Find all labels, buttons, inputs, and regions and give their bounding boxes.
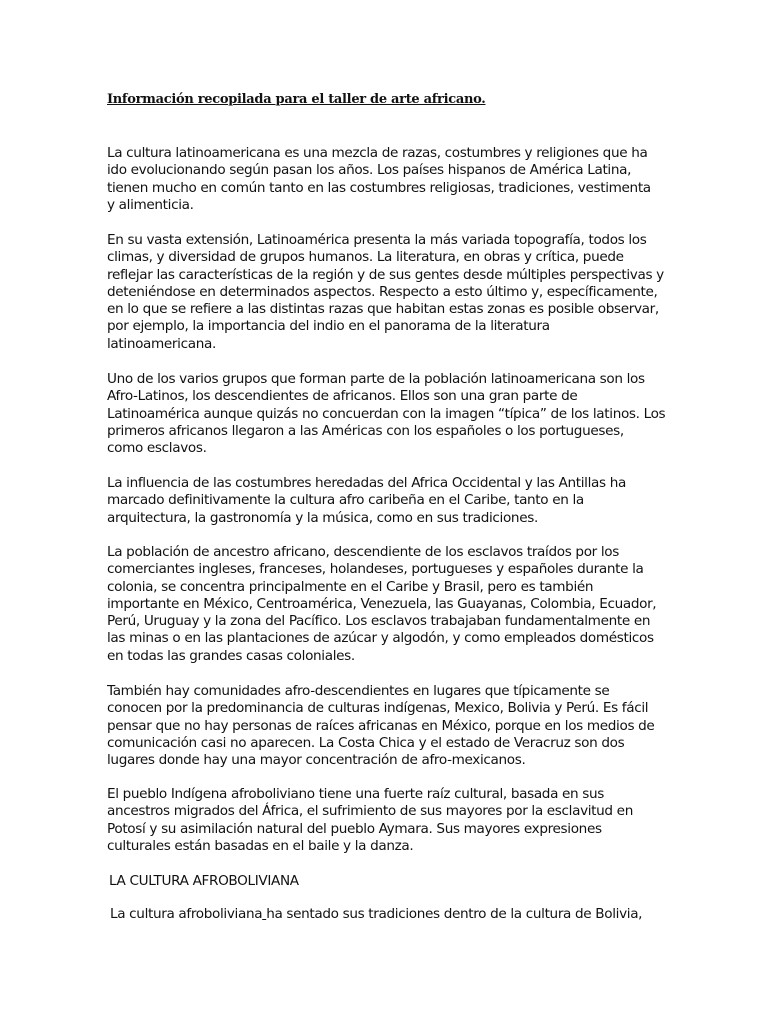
text-line: climas, y diversidad de grupos humanos. La literatura, en obras y crítica, puede — [107, 249, 624, 266]
text-segment: ha sentado sus tradiciones dentro de la cultura de Bolivia, — [266, 906, 643, 922]
paragraph-7 — [107, 786, 667, 855]
paragraph-5 — [107, 544, 667, 665]
paragraph-3 — [107, 371, 667, 457]
text-line: conocen por la predominancia de culturas indígenas, Mexico, Bolivia y Perú. Es fácil — [107, 700, 649, 717]
text-line: Perú, Uruguay y la zona del Pacífico. Los esclavos trabajaban fundamentalmente en — [107, 613, 651, 630]
text-line: y alimenticia. — [107, 196, 194, 213]
text-line: reflejar las características de la región y de sus gentes desde múltiples perspectivas y — [107, 266, 664, 283]
paragraph-1 — [107, 145, 667, 214]
text-line: arquitectura, la gastronomía y la música, como en sus tradiciones. — [107, 509, 538, 526]
text-line: Potosí y su asimilación natural del pueblo Aymara. Sus mayores expresiones — [107, 820, 602, 837]
text-line: comunicación casi no aparecen. La Costa Chica y el estado de Veracruz son dos — [107, 734, 625, 751]
text-line: Latinoamérica aunque quizás no concuerdan con la imagen “típica” de los latinos. Los — [107, 405, 666, 422]
text-line: La influencia de las costumbres heredadas del Africa Occidental y las Antillas ha — [107, 475, 626, 491]
paragraph-2 — [107, 232, 667, 353]
text-line: por ejemplo, la importancia del indio en el panorama de la literatura — [107, 318, 550, 335]
paragraph-4 — [107, 475, 667, 527]
paragraph-6 — [107, 683, 667, 769]
text-line: culturales están basadas en el baile y la danza. — [107, 837, 414, 854]
text-line: ancestros migrados del África, el sufrimiento de sus mayores por la esclavitud en — [107, 803, 633, 820]
text-line: colonia, se concentra principalmente en el Caribe y Brasil, pero es también — [107, 578, 594, 595]
text-line: El pueblo Indígena afroboliviano tiene una fuerte raíz cultural, basada en sus — [107, 786, 605, 802]
text-line: comerciantes ingleses, franceses, holandeses, portugueses y españoles durante la — [107, 561, 644, 578]
text-line: las minas o en las plantaciones de azúcar y algodón, y como empleados domésticos — [107, 630, 654, 647]
text-line — [110, 906, 670, 923]
document-title: Información recopilada para el taller de arte africano. — [107, 92, 486, 107]
section-heading: LA CULTURA AFROBOLIVIANA — [109, 873, 299, 889]
text-line: primeros africanos llegaron a las Américas con los españoles o los portugueses, — [107, 422, 624, 439]
text-line: como esclavos. — [107, 440, 207, 457]
text-line: También hay comunidades afro-descendientes en lugares que típicamente se — [107, 683, 610, 699]
text-line: marcado definitivamente la cultura afro caribeña en el Caribe, tanto en la — [107, 492, 584, 509]
text-line: en lo que se refiere a las distintas razas que habitan estas zonas es posible observar, — [107, 301, 659, 318]
text-line: deteniéndose en determinados aspectos. Respecto a esto último y, específicamente, — [107, 283, 658, 300]
text-line: lugares donde hay una mayor concentración de afro-mexicanos. — [107, 752, 526, 769]
text-line: Uno de los varios grupos que forman parte de la población latinoamericana son los — [107, 371, 645, 387]
text-line: En su vasta extensión, Latinoamérica presenta la más variada topografía, todos los — [107, 232, 647, 248]
text-line: importante en México, Centroamérica, Venezuela, las Guayanas, Colombia, Ecuador, — [107, 595, 657, 612]
text-line: tienen mucho en común tanto en las costumbres religiosas, tradiciones, vestimenta — [107, 179, 651, 196]
text-line: en todas las grandes casas coloniales. — [107, 647, 355, 664]
text-line: La población de ancestro africano, descendiente de los esclavos traídos por los — [107, 544, 619, 560]
text-line: latinoamericana. — [107, 335, 216, 352]
text-line: pensar que no hay personas de raíces africanas en México, porque en los medios de — [107, 717, 655, 734]
text-line: Afro-Latinos, los descendientes de africanos. Ellos son una gran parte de — [107, 388, 578, 405]
text-line: La cultura latinoamericana es una mezcla de razas, costumbres y religiones que ha — [107, 145, 648, 161]
text-line: ido evolucionando según pasan los años. Los países hispanos de América Latina, — [107, 162, 632, 179]
text-segment: La cultura afroboliviana — [110, 906, 263, 922]
paragraph-8 — [110, 906, 670, 923]
